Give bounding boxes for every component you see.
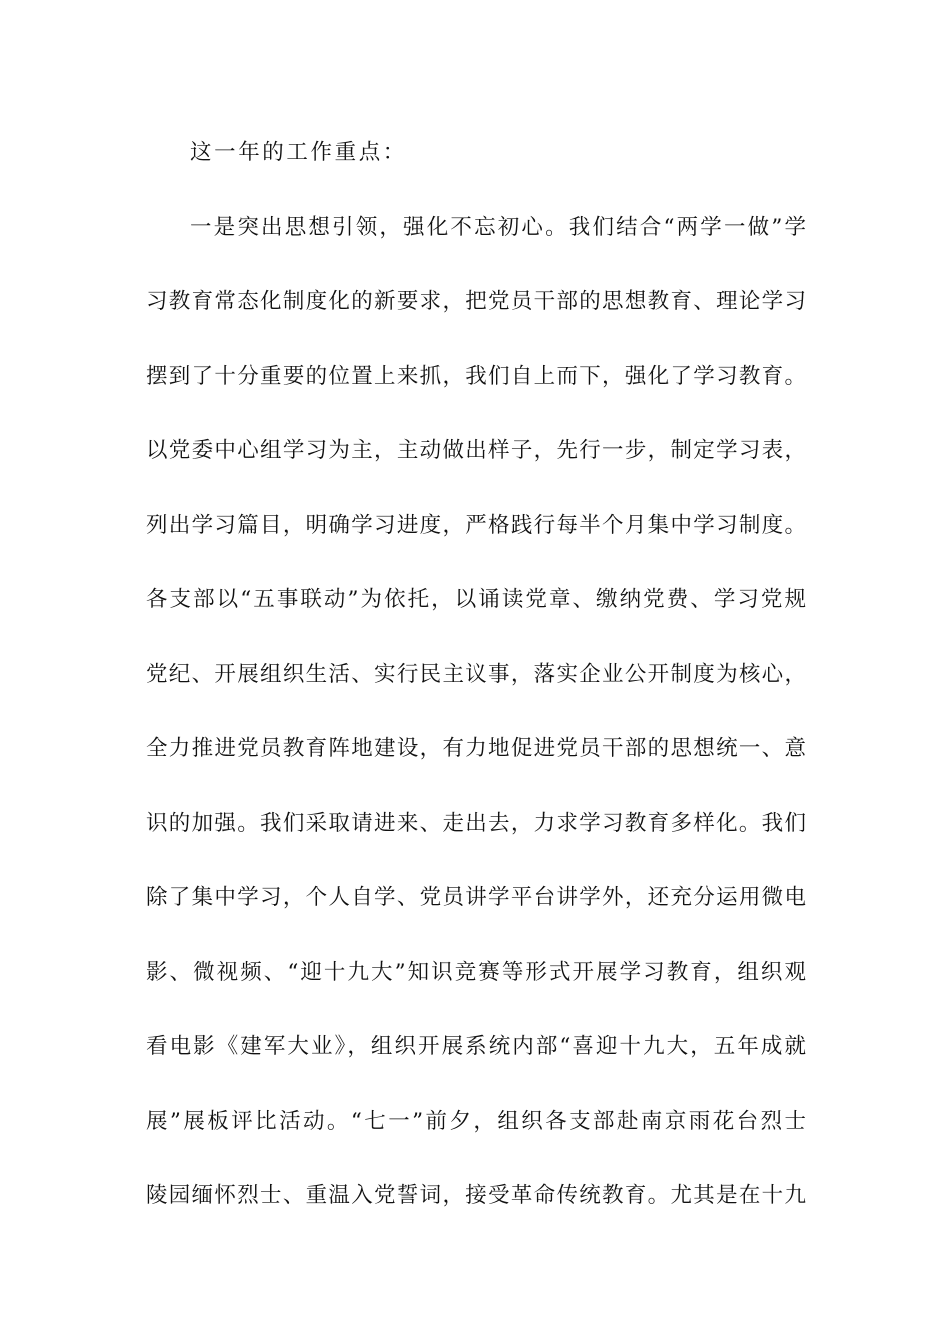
paragraph-line: 全力推进党员教育阵地建设，有力地促进党员干部的思想统一、意 [146,736,806,761]
paragraph-line: 展”展板评比活动。“七一”前夕，组织各支部赴南京雨花台烈士 [146,1108,806,1134]
paragraph-line: 党纪、开展组织生活、实行民主议事，落实企业公开制度为核心， [146,661,806,687]
paragraph-line: 识的加强。我们采取请进来、走出去，力求学习教育多样化。我们 [146,810,806,836]
paragraph-line: 一是突出思想引领，强化不忘初心。我们结合“两学一做”学 [190,214,806,240]
paragraph-line: 以党委中心组学习为主，主动做出样子，先行一步，制定学习表， [146,438,806,463]
paragraph-line: 影、微视频、“迎十九大”知识竞赛等形式开展学习教育，组织观 [146,959,806,985]
paragraph-line: 看电影《建军大业》，组织开展系统内部“喜迎十九大，五年成就 [146,1034,806,1059]
section-heading: 这一年的工作重点： [190,140,407,165]
paragraph-line: 摆到了十分重要的位置上来抓，我们自上而下，强化了学习教育。 [146,363,806,389]
paragraph-line: 习教育常态化制度化的新要求，把党员干部的思想教育、理论学习 [146,289,806,314]
paragraph-line: 除了集中学习，个人自学、党员讲学平台讲学外，还充分运用微电 [146,885,806,910]
paragraph-line: 各支部以“五事联动”为依托，以诵读党章、缴纳党费、学习党规 [146,587,806,612]
body-text [146,135,806,1253]
paragraph-line: 列出学习篇目，明确学习进度，严格践行每半个月集中学习制度。 [146,512,806,538]
paragraph-line: 陵园缅怀烈士、重温入党誓词，接受革命传统教育。尤其是在十九 [146,1183,806,1208]
